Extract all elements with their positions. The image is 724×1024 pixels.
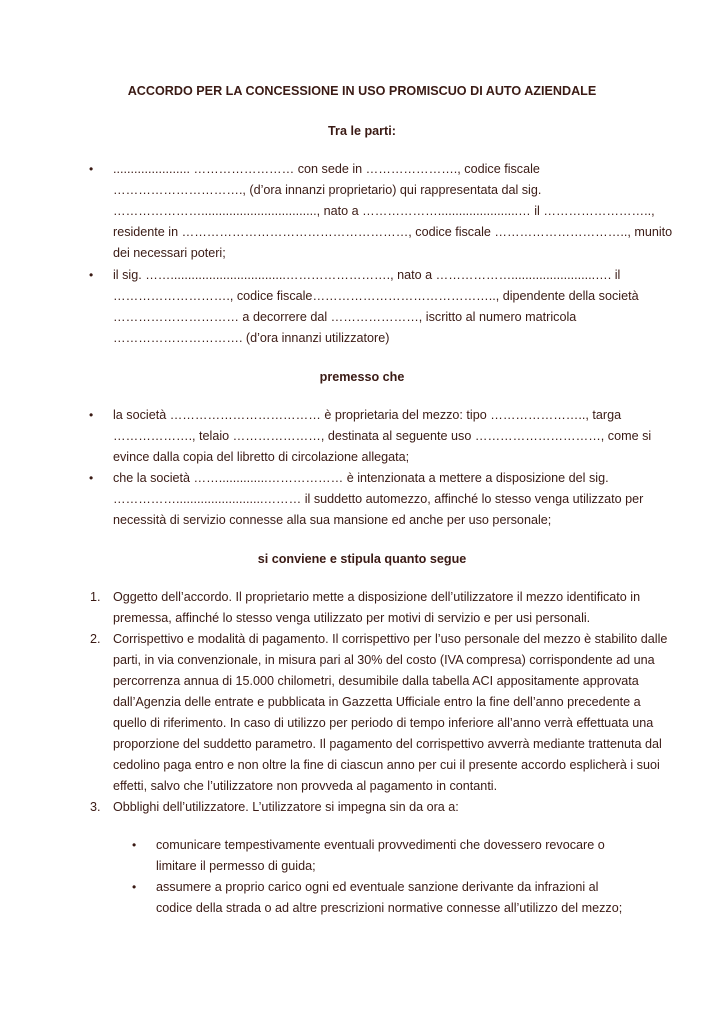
clause2-line: proporzione del suddetto parametro. Il pagamento del corrispettivo avverrà mediante trattenuta dal (113, 737, 662, 751)
document-title: ACCORDO PER LA CONCESSIONE IN USO PROMISCUO DI AUTO AZIENDALE (127, 84, 597, 98)
clause-number: 2. (90, 632, 101, 646)
premise2-line: necessità di servizio connesse alla sua mansione ed anche per uso personale; (113, 513, 552, 527)
clause2-line: dall’Agenzia delle entrate e pubblicata in Gazzetta Ufficiale entro la fine dell’anno precedente a (113, 695, 641, 709)
clause-number: 1. (90, 590, 101, 604)
party1-line: residente in ………………………………………………, codice fiscale ………………………….., munito (113, 225, 673, 239)
bullet-symbol: • (132, 838, 137, 852)
clause1-line: premessa, affinché lo stesso venga utilizzato per motivi di servizio e per usi personali. (113, 611, 591, 625)
bullet-symbol: • (89, 268, 94, 282)
premise1-line: ………………., telaio …………………, destinata al seguente uso …………………………, come si (113, 429, 652, 443)
party1-line: ...................... …………………… con sede in …………………., codice fiscale (113, 162, 540, 176)
party1-line: …………………................................., nato a ……………….......................… il …………………….., (113, 204, 655, 218)
premise2-line: che la società ……..............……………… è intenzionata a mettere a disposizione del sig. (113, 471, 609, 485)
premise1-line: la società ……………………………… è proprietaria del mezzo: tipo ………………….., targa (113, 408, 622, 422)
obligation2-line: assumere a proprio carico ogni ed eventuale sanzione derivante da infrazioni al (156, 880, 599, 894)
party2-line: ………………………., codice fiscale…………………………………….., dipendente della società (113, 289, 639, 303)
clause2-line: cedolino paga entro e non oltre la fine di ciascun anno per cui il presente accordo esplicherà i suoi (113, 758, 660, 772)
premesso-heading: premesso che (319, 370, 405, 384)
clause-number: 3. (90, 800, 101, 814)
clause2-line: parti, in via convenzionale, in misura pari al 30% del costo (IVA compresa) corrispondente ad una (113, 653, 655, 667)
obligation2-line: codice della strada o ad altre prescrizioni normative connesse all’utilizzo del mezzo; (156, 901, 623, 915)
bullet-symbol: • (132, 880, 137, 894)
parties-heading: Tra le parti: (328, 124, 396, 138)
bullet-symbol: • (89, 471, 94, 485)
clause2-line: Corrispettivo e modalità di pagamento. Il corrispettivo per l’uso personale del mezzo è stabilito dalle (113, 632, 668, 646)
party1-line: …………………………., (d’ora innanzi proprietario) qui rappresentata dal sig. (113, 183, 542, 197)
premise2-line: …………….........................……… il suddetto automezzo, affinché lo stesso venga utilizzato per (113, 492, 644, 506)
party1-line: dei necessari poteri; (113, 246, 226, 260)
party2-line: ………………………… a decorrere dal …………………, iscritto al numero matricola (113, 310, 577, 324)
bullet-symbol: • (89, 408, 94, 422)
clause2-line: percorrenza annua di 15.000 chilometri, desumibile dalla tabella ACI appositamente approvata (113, 674, 639, 688)
party2-line: …………………………. (d’ora innanzi utilizzatore) (113, 331, 390, 345)
clause2-line: quello di riferimento. In caso di utilizzo per periodo di tempo inferiore all’anno verrà effettuata una (113, 716, 654, 730)
premise1-line: evince dalla copia del libretto di circolazione allegata; (113, 450, 410, 464)
obligation1-line: limitare il permesso di guida; (156, 859, 316, 873)
clause3-line: Obblighi dell’utilizzatore. L’utilizzatore si impegna sin da ora a: (113, 800, 459, 814)
bullet-symbol: • (89, 162, 94, 176)
clause2-line: effetti, salvo che l’utilizzatore non provveda al pagamento in contanti. (113, 779, 498, 793)
clause1-line: Oggetto dell’accordo. Il proprietario mette a disposizione dell’utilizzatore il mezzo identificato in (113, 590, 641, 604)
party2-line: il sig. …….................................……………………., nato a ………………........................…. il (113, 268, 621, 282)
convene-heading: si conviene e stipula quanto segue (257, 552, 467, 566)
obligation1-line: comunicare tempestivamente eventuali provvedimenti che dovessero revocare o (156, 838, 605, 852)
